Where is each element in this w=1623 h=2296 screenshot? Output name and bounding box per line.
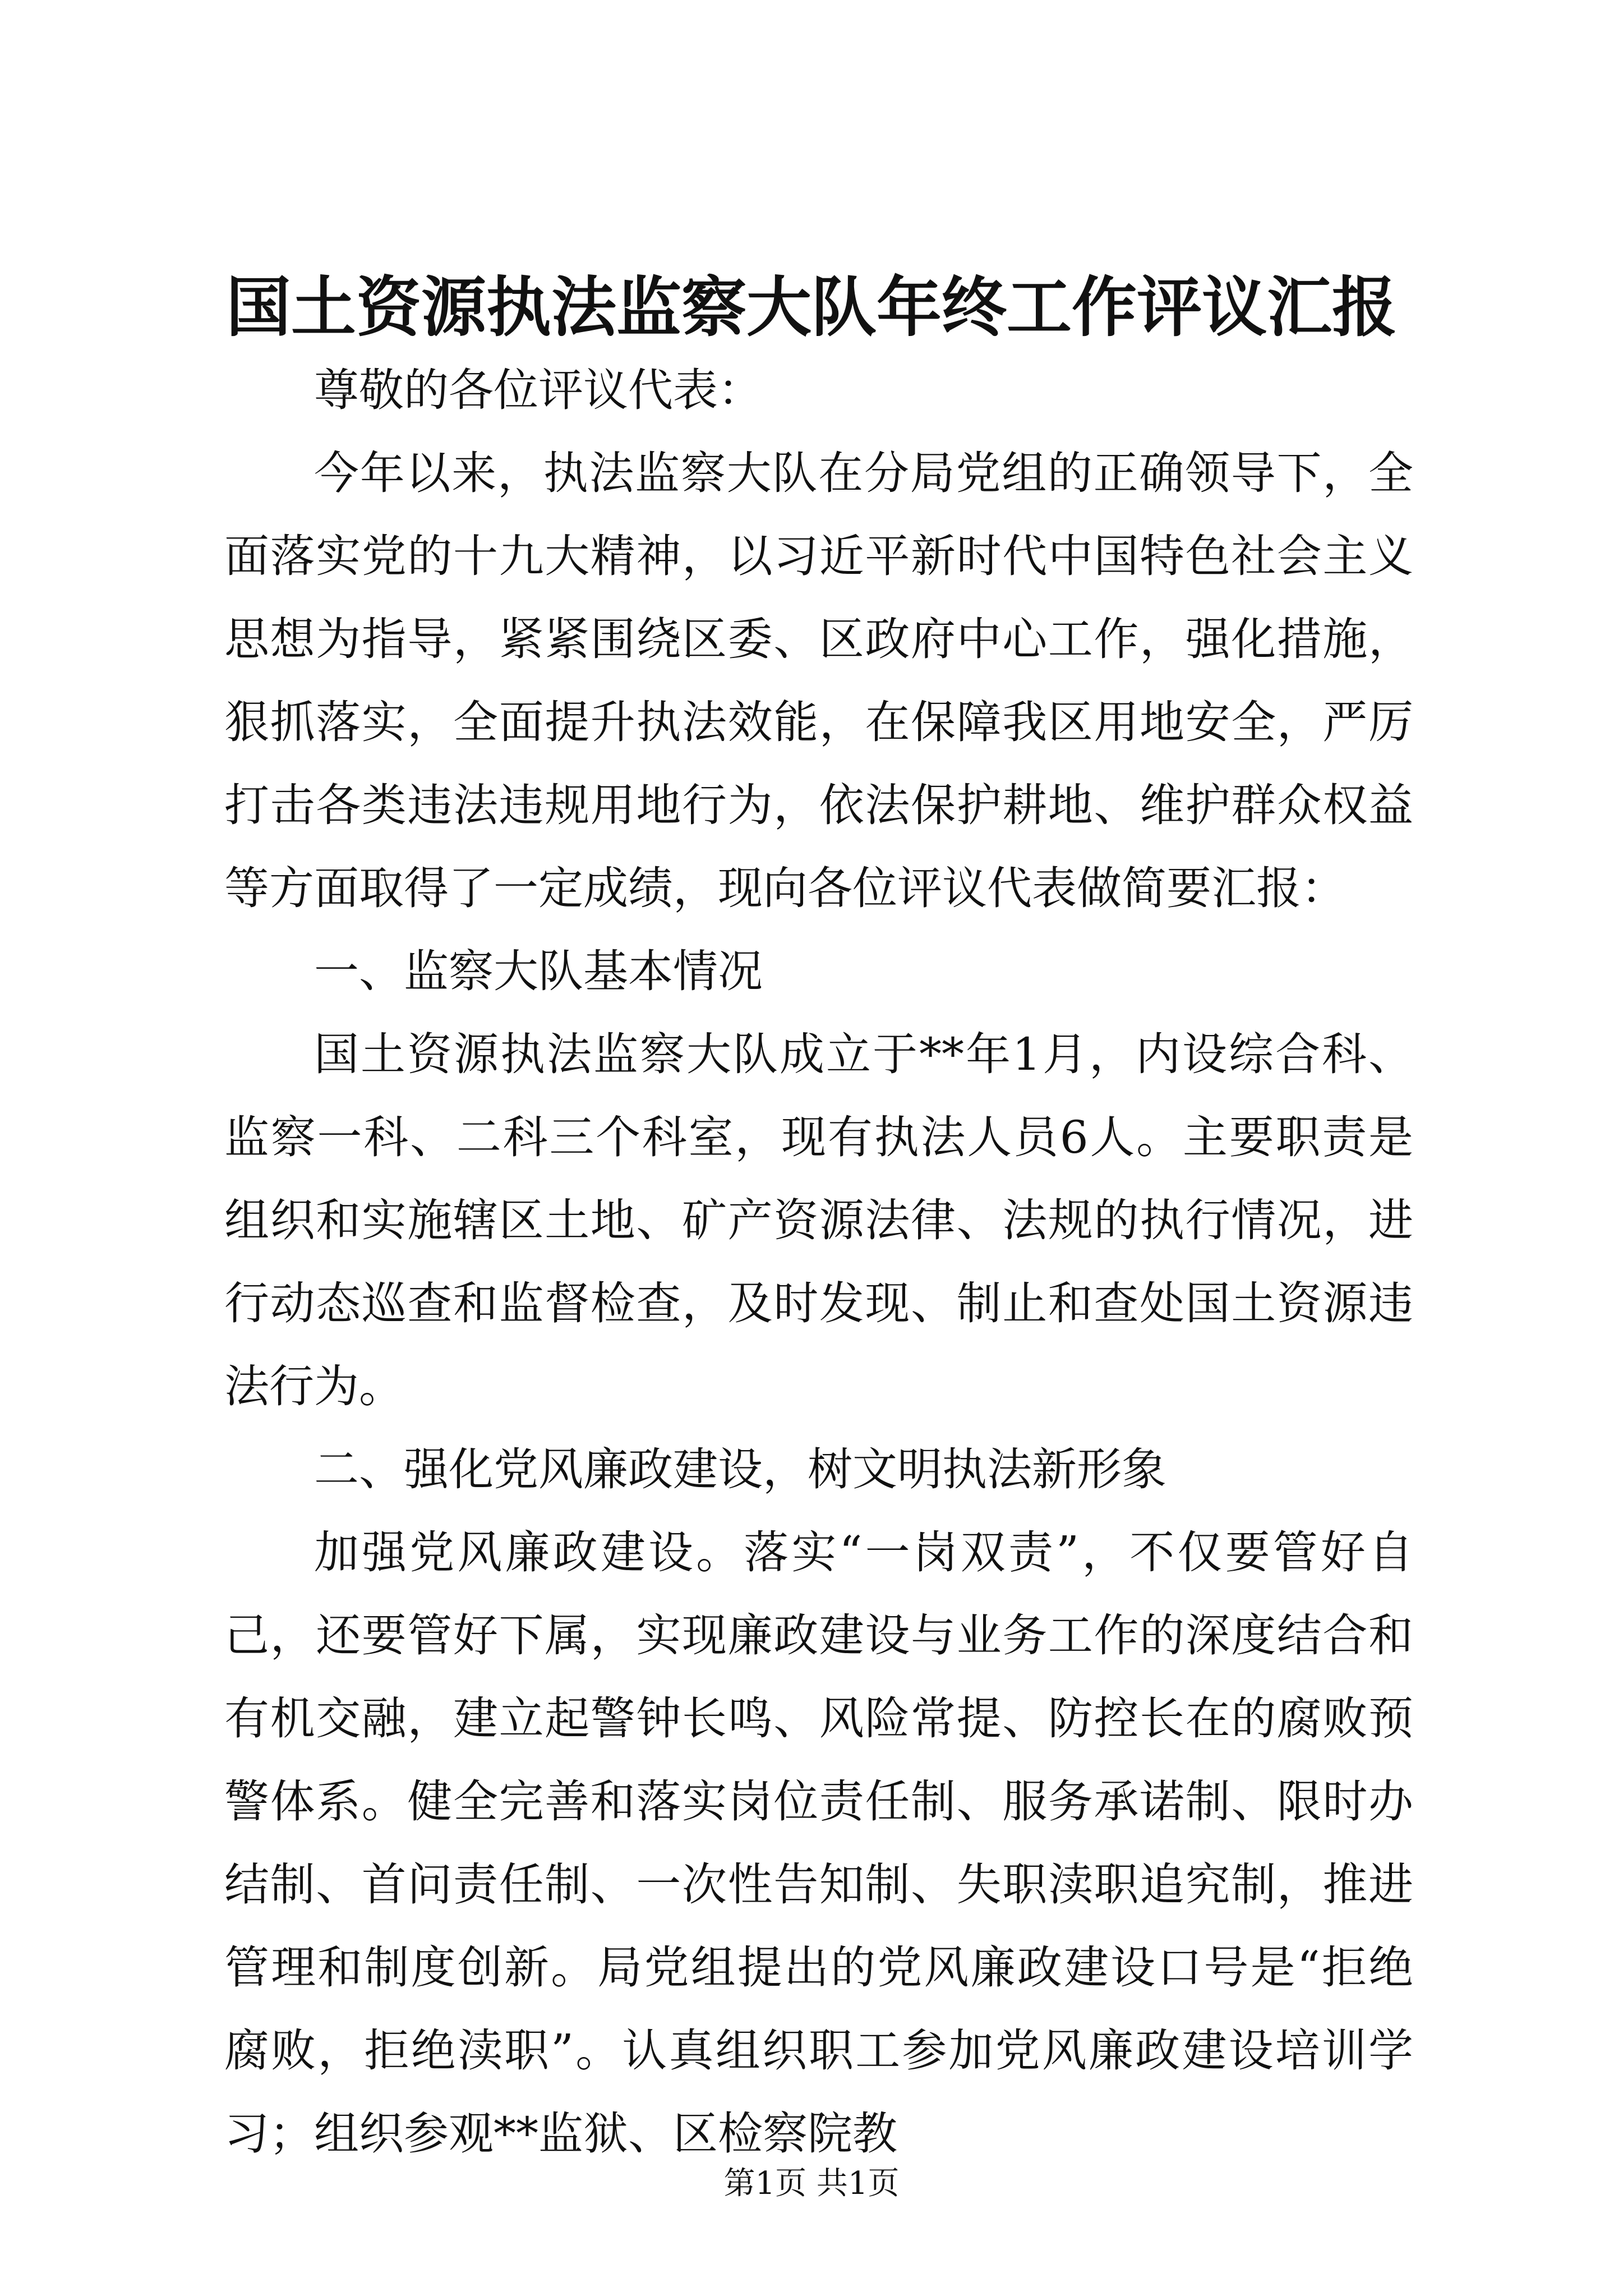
document-title: 国土资源执法监察大队年终工作评议汇报: [226, 269, 1397, 346]
salutation: 尊敬的各位评议代表：: [314, 364, 763, 416]
section-2-paragraph: 加强党风廉政建设。落实“一岗双责”，不仅要管好自己，还要管好下属，实现廉政建设与业务工作的深度结合和有机交融，建立起警钟长鸣、风险常提、防控长在的腐败预警体系。健全完善和落实岗位责任制、服务承诺制、限时办结制、首问责任制、一次性告知制、失职渎职追究制，推进管理和制度创新。局党组提出的党风廉政建设口号是“拒绝腐败，拒绝渎职”。认真组织职工参加党风廉政建设培训学习；组织参观**监狱、区检察院教: [224, 1526, 1413, 2160]
section-heading-2: 二、强化党风廉政建设，树文明执法新形象: [314, 1443, 1166, 1496]
page-footer: 第1页 共1页: [723, 2165, 900, 2202]
section-heading-1: 一、监察大队基本情况: [314, 945, 763, 997]
document-body: [224, 349, 1413, 2175]
intro-paragraph: 今年以来，执法监察大队在分局党组的正确领导下，全面落实党的十九大精神，以习近平新时代中国特色社会主义思想为指导，紧紧围绕区委、区政府中心工作，强化措施，狠抓落实，全面提升执法效能，在保障我区用地安全，严厉打击各类违法违规用地行为，依法保护耕地、维护群众权益等方面取得了一定成绩，现向各位评议代表做简要汇报：: [224, 447, 1413, 914]
section-1-paragraph: 国土资源执法监察大队成立于**年1月，内设综合科、监察一科、二科三个科室，现有执法人员6人。主要职责是组织和实施辖区土地、矿产资源法律、法规的执行情况，进行动态巡查和监督检查，及时发现、制止和查处国土资源违法行为。: [224, 1028, 1413, 1412]
